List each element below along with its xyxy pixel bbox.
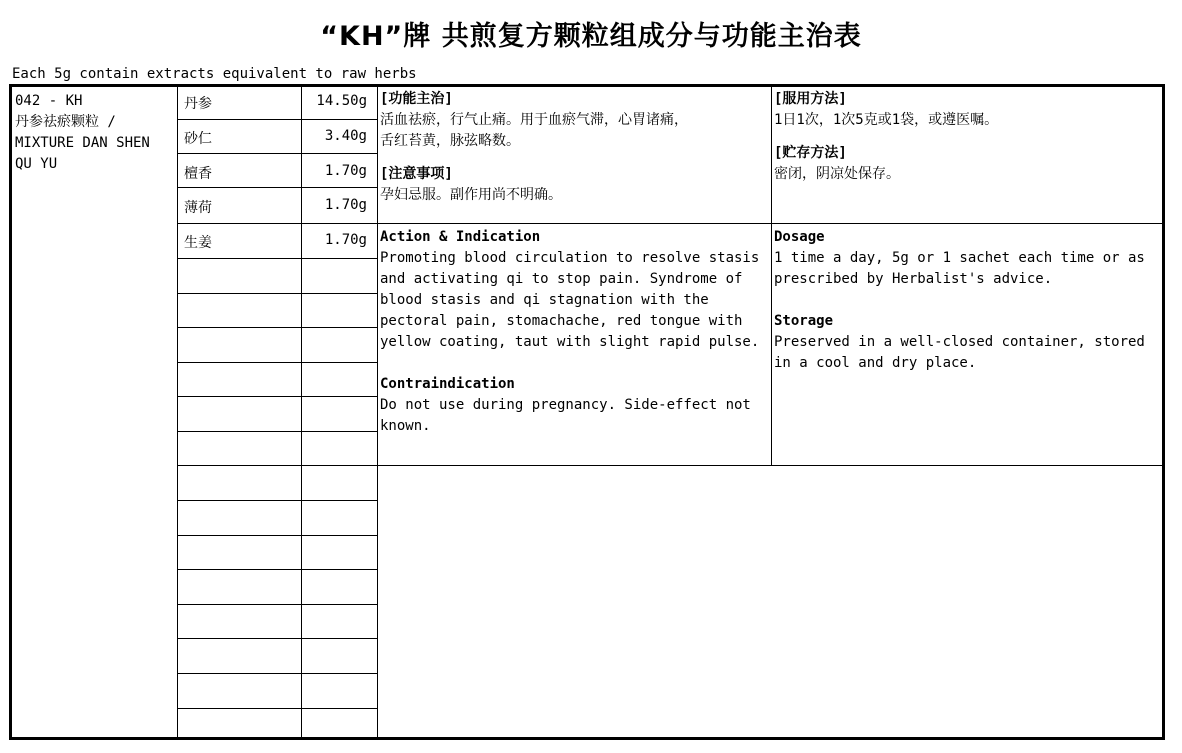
herb-amount: 1.70g (324, 232, 367, 248)
herb-name: 檀香 (184, 166, 212, 182)
divider-horizontal (177, 638, 378, 639)
divider-horizontal (177, 119, 378, 120)
cn-storage-text: 密闭，阴凉处保存。 (774, 166, 900, 182)
herb-amount: 3.40g (324, 128, 367, 144)
herb-name: 砂仁 (184, 131, 212, 147)
en-action-label: Action & Indication (380, 229, 541, 245)
en-action-text: yellow coating, taut with slight rapid pulse. (380, 334, 760, 350)
page-title: “KH”牌 共煎复方颗粒组成分与功能主治表 (320, 21, 862, 52)
cn-caution-label: [注意事项] (380, 166, 453, 182)
en-action-text: Promoting blood circulation to resolve stasis (380, 250, 760, 266)
herb-amount: 1.70g (324, 163, 367, 179)
en-storage-text: Preserved in a well-closed container, stored (774, 334, 1145, 350)
page-subtitle: Each 5g contain extracts equivalent to raw herbs (12, 66, 417, 82)
divider-horizontal (177, 362, 378, 363)
cn-caution-text: 孕妇忌服。副作用尚不明确。 (380, 187, 562, 203)
divider-horizontal (177, 153, 378, 154)
divider-horizontal (177, 673, 378, 674)
divider-horizontal (177, 535, 378, 536)
en-dosage-text: prescribed by Herbalist's advice. (774, 271, 1053, 287)
herb-amount: 14.50g (316, 93, 367, 109)
divider-horizontal (177, 431, 378, 432)
en-dosage-block (774, 227, 1164, 374)
cn-function-text: 舌红苔黄，脉弦略数。 (380, 133, 520, 149)
en-storage-label: Storage (774, 313, 834, 329)
en-action-text: blood stasis and qi stagnation with the (380, 292, 709, 308)
product-code: 042 - KH (15, 93, 83, 109)
en-action-block (380, 227, 772, 437)
cn-storage-label: [贮存方法] (774, 145, 847, 161)
divider-vertical (177, 87, 178, 740)
product-name-en: QU YU (15, 156, 58, 172)
en-dosage-label: Dosage (774, 229, 825, 245)
product-name-cn: 丹参祛瘀颗粒 / (15, 114, 116, 130)
cn-usage-text: 1日1次，1次5克或1袋，或遵医嘱。 (774, 112, 999, 128)
en-contra-label: Contraindication (380, 376, 515, 392)
en-action-text: and activating qi to stop pain. Syndrome of (380, 271, 743, 287)
en-storage-text: in a cool and dry place. (774, 355, 977, 371)
cn-usage-block (774, 89, 1162, 185)
divider-vertical (377, 87, 378, 740)
cn-usage-label: [服用方法] (774, 91, 847, 107)
divider-horizontal (177, 569, 378, 570)
en-contra-text: Do not use during pregnancy. Side-effect not (380, 397, 751, 413)
en-action-text: pectoral pain, stomachache, red tongue with (380, 313, 743, 329)
divider-horizontal (177, 465, 1165, 466)
cn-function-text: 活血祛瘀，行气止痛。用于血瘀气滞，心胃诸痛， (380, 112, 688, 128)
en-dosage-text: 1 time a day, 5g or 1 sachet each time or as (774, 250, 1145, 266)
divider-horizontal (177, 396, 378, 397)
divider-horizontal (177, 293, 378, 294)
divider-horizontal (177, 258, 378, 259)
divider-horizontal (177, 223, 1165, 224)
divider-horizontal (177, 500, 378, 501)
cn-function-block (380, 89, 768, 206)
herb-table (9, 84, 1165, 740)
herb-name: 生姜 (184, 235, 212, 251)
cn-function-label: [功能主治] (380, 91, 453, 107)
herb-amount: 1.70g (324, 197, 367, 213)
en-contra-text: known. (380, 418, 431, 434)
divider-vertical (301, 87, 302, 740)
divider-horizontal (177, 187, 378, 188)
divider-horizontal (177, 708, 378, 709)
divider-horizontal (177, 604, 378, 605)
herb-name: 薄荷 (184, 200, 212, 216)
product-cell (15, 91, 185, 175)
product-name-en: MIXTURE DAN SHEN (15, 135, 150, 151)
divider-horizontal (177, 327, 378, 328)
herb-name: 丹参 (184, 96, 212, 112)
